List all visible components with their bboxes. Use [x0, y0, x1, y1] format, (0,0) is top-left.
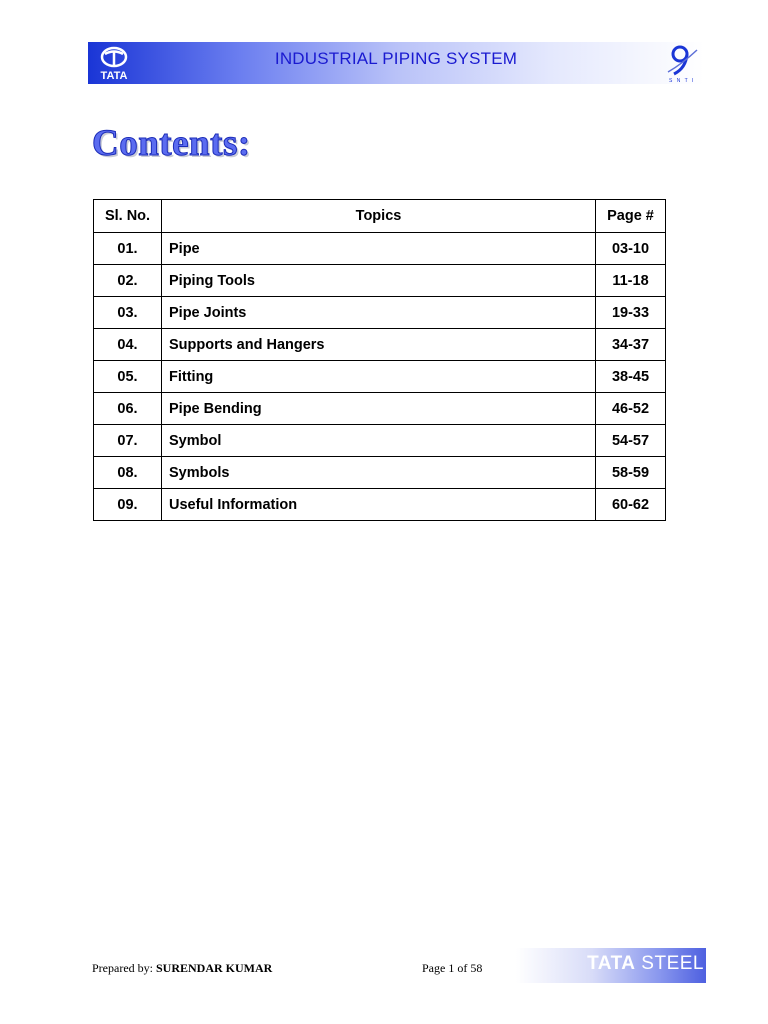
svg-text:S N T I: S N T I: [669, 78, 695, 84]
document-title: INDUSTRIAL PIPING SYSTEM: [274, 49, 518, 68]
page-number: Page 1 of 58: [422, 961, 483, 975]
row-topic: Supports and Hangers: [162, 329, 596, 361]
header-banner: [88, 42, 704, 84]
table-header-row: [94, 200, 666, 233]
table-row: [94, 265, 666, 297]
row-topic: Piping Tools: [162, 265, 596, 297]
row-topic: Symbol: [162, 425, 596, 457]
row-topic: Pipe Joints: [162, 297, 596, 329]
row-page: 54-57: [596, 425, 666, 457]
row-sl-no: 05.: [94, 361, 162, 393]
column-header-sl-no: Sl. No.: [94, 200, 162, 233]
author-name: SURENDAR KUMAR: [155, 961, 273, 975]
row-sl-no: 08.: [94, 457, 162, 489]
row-page: 38-45: [596, 361, 666, 393]
table-row: [94, 457, 666, 489]
column-header-topics: Topics: [162, 200, 596, 233]
contents-table: [93, 199, 666, 521]
svg-text:TATA: TATA: [100, 70, 128, 81]
row-page: 19-33: [596, 297, 666, 329]
row-page: 11-18: [596, 265, 666, 297]
row-sl-no: 02.: [94, 265, 162, 297]
row-page: 34-37: [596, 329, 666, 361]
footer-brand-band: [516, 948, 706, 983]
footer-prepared-by: [92, 961, 272, 976]
table-row: [94, 329, 666, 361]
row-topic: Pipe: [162, 233, 596, 265]
row-page: 03-10: [596, 233, 666, 265]
row-page: 46-52: [596, 393, 666, 425]
row-sl-no: 04.: [94, 329, 162, 361]
row-page: 60-62: [596, 489, 666, 521]
tata-steel-logo: [587, 953, 704, 975]
row-sl-no: 09.: [94, 489, 162, 521]
brand-bold: TATA: [587, 953, 636, 974]
row-topic: Pipe Bending: [162, 393, 596, 425]
column-header-page: Page #: [596, 200, 666, 233]
contents-heading: Contents:: [92, 123, 251, 164]
brand-rest: STEEL: [641, 953, 704, 974]
row-sl-no: 01.: [94, 233, 162, 265]
row-sl-no: 07.: [94, 425, 162, 457]
row-sl-no: 06.: [94, 393, 162, 425]
table-row: [94, 233, 666, 265]
prepared-by-label: Prepared by:: [92, 961, 153, 975]
row-sl-no: 03.: [94, 297, 162, 329]
table-row: [94, 489, 666, 521]
table-row: [94, 425, 666, 457]
table-row: [94, 297, 666, 329]
snti-logo-icon: [664, 42, 700, 84]
row-topic: Useful Information: [162, 489, 596, 521]
row-topic: Fitting: [162, 361, 596, 393]
table-row: [94, 361, 666, 393]
table-row: [94, 393, 666, 425]
row-page: 58-59: [596, 457, 666, 489]
row-topic: Symbols: [162, 457, 596, 489]
